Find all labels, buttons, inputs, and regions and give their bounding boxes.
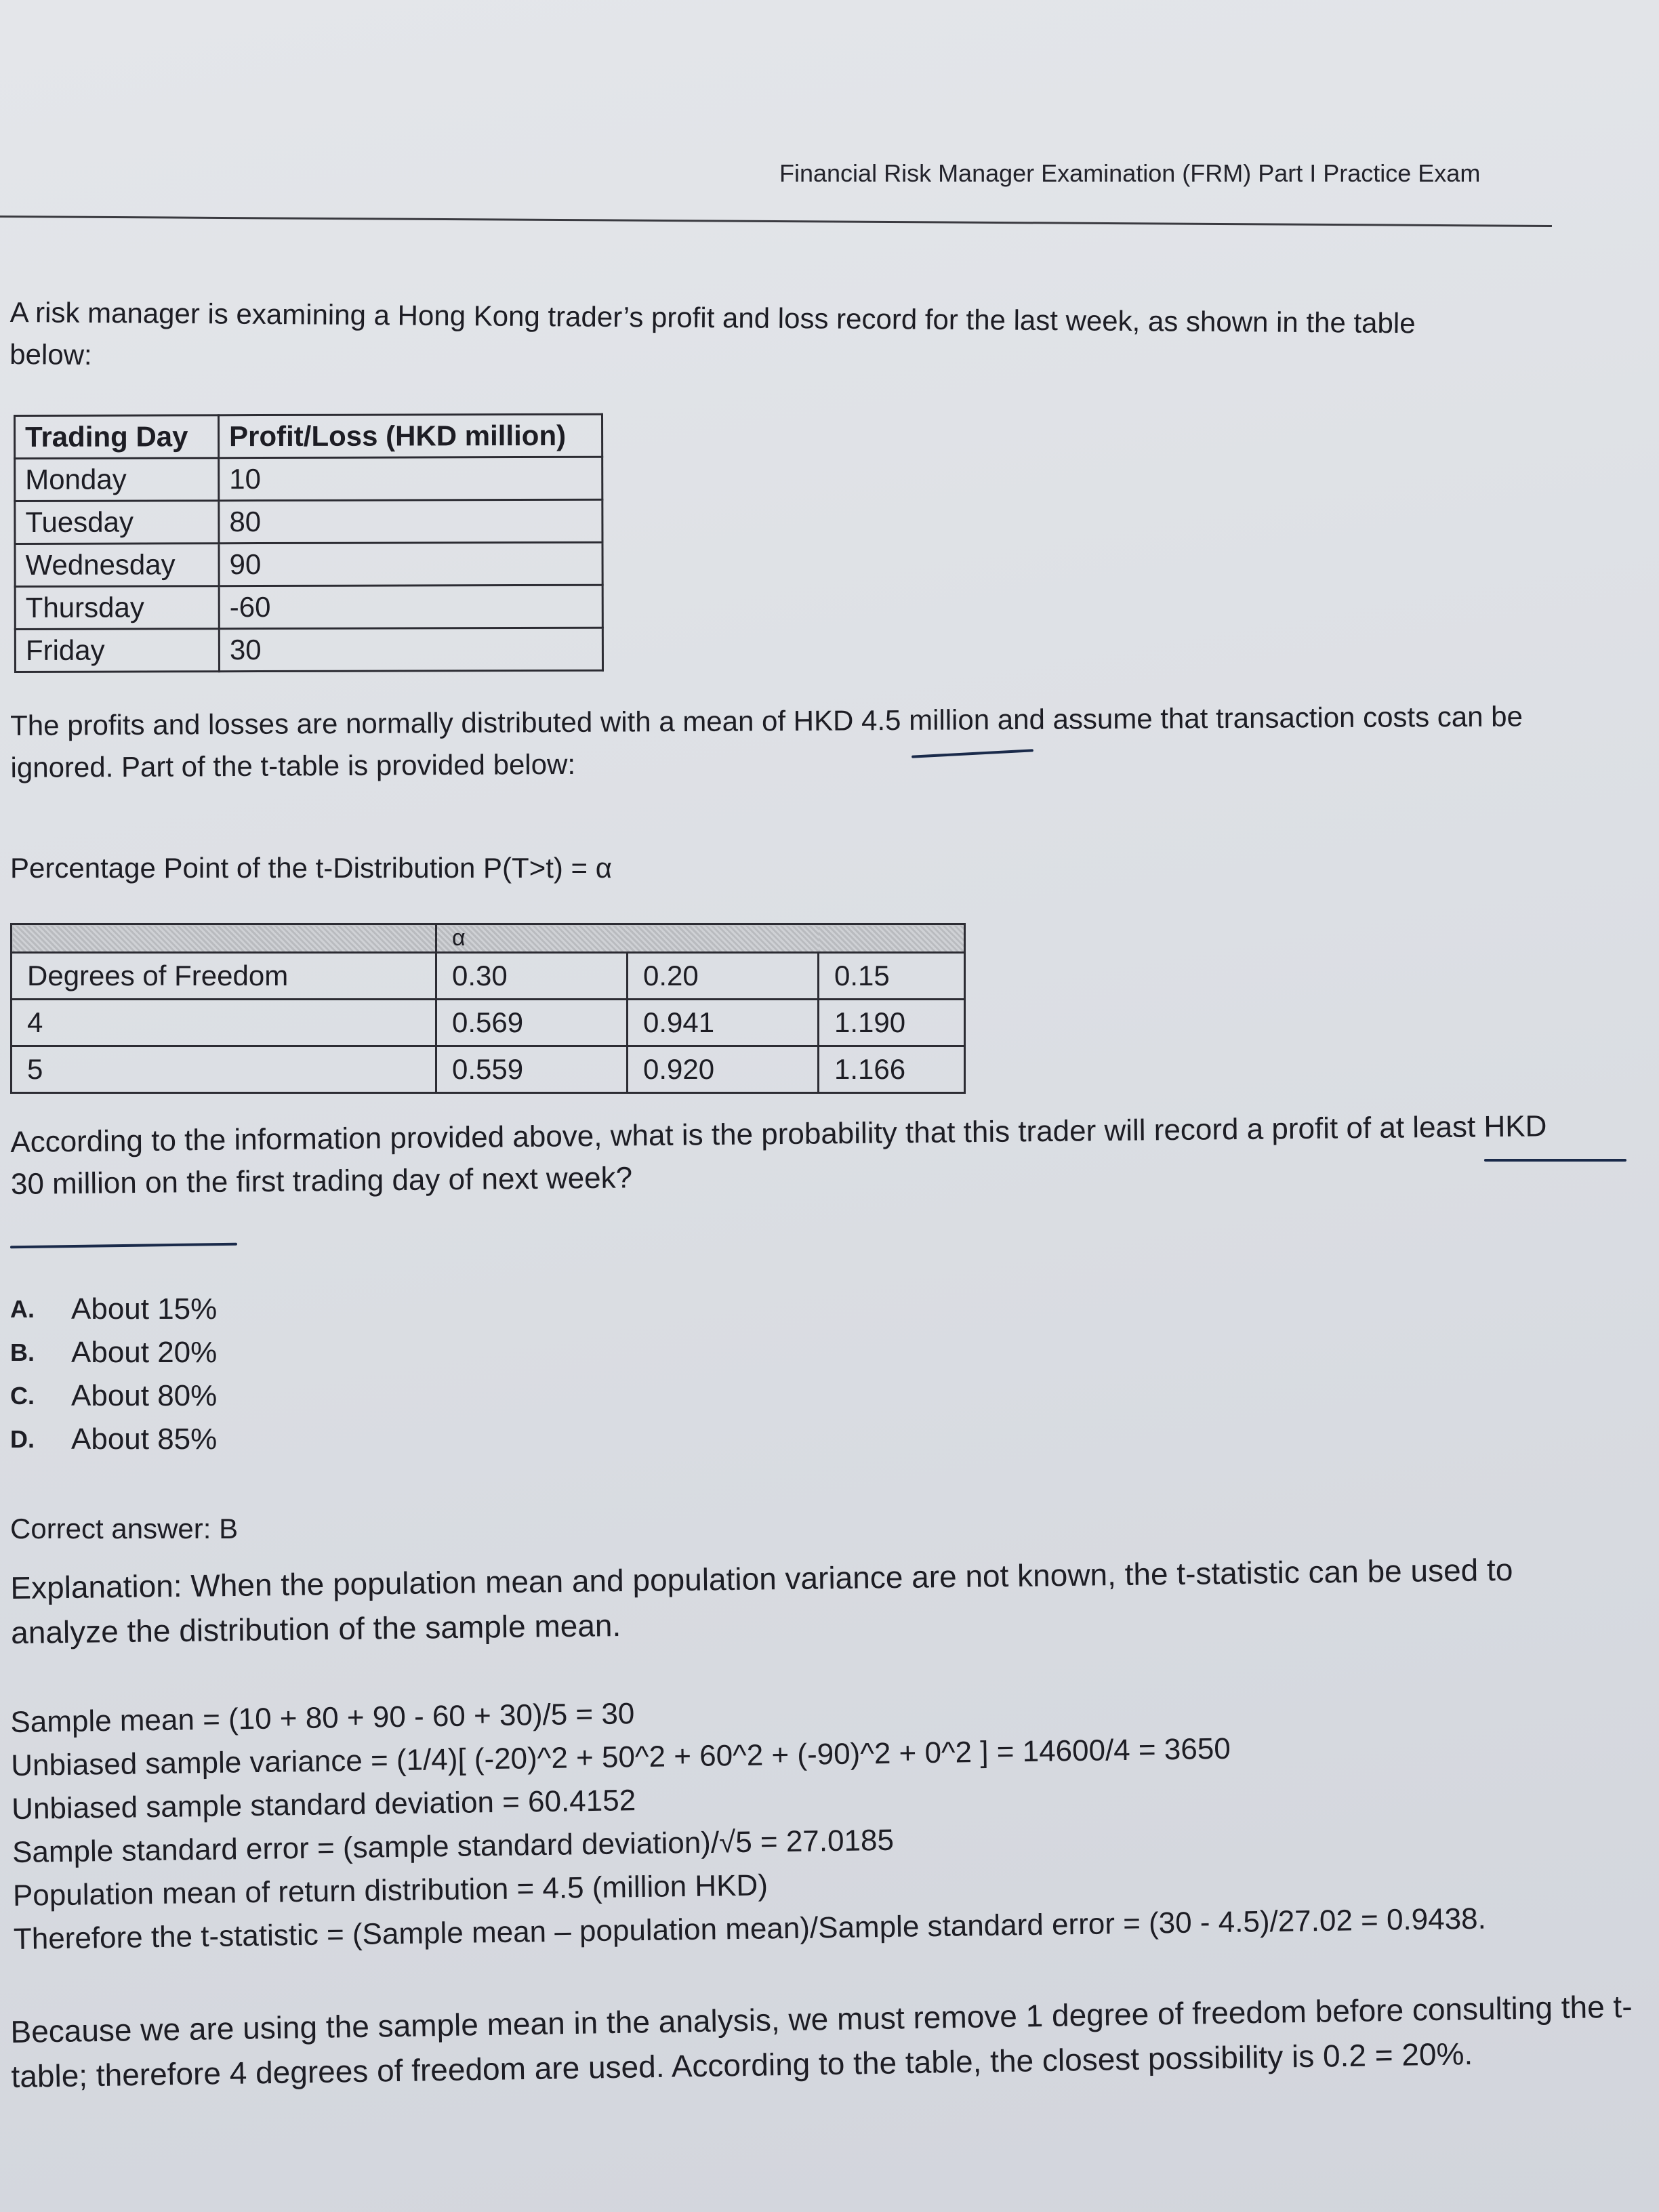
t-table-alpha-value: 0.15 <box>819 953 965 1000</box>
t-table-alpha-value: 0.30 <box>436 953 628 1000</box>
table-cell: 90 <box>219 542 602 586</box>
table-cell: Tuesday <box>15 501 219 544</box>
option-c <box>10 1374 217 1418</box>
option-letter: B. <box>10 1338 35 1366</box>
table-cell: 10 <box>219 457 602 500</box>
table-header-cell: Trading Day <box>15 415 219 459</box>
t-table-cell: 1.190 <box>819 1000 965 1046</box>
t-table-alpha-value: 0.20 <box>628 953 819 1000</box>
calc-line: Therefore the t-statistic = (Sample mean – population mean)/Sample standard error = (30 - 4.5)/27.02 = 0.9438. <box>13 1902 1487 1956</box>
correct-answer: Correct answer: B <box>10 1513 239 1544</box>
t-table-cell: 1.166 <box>819 1046 965 1093</box>
t-table-df: 4 <box>12 1000 436 1046</box>
table-header-row <box>15 414 602 458</box>
t-table-alpha-label: α <box>436 924 628 953</box>
table-row <box>15 542 602 586</box>
option-b <box>10 1331 217 1374</box>
table-cell: 80 <box>219 499 602 543</box>
handwritten-underline <box>1484 1159 1626 1162</box>
t-table-alpha-row <box>12 924 965 953</box>
answer-options <box>10 1288 217 1461</box>
calc-line: Unbiased sample variance = (1/4)[ (-20)^2 + 50^2 + 60^2 + (-90)^2 + 0^2 ] = 14600/4 = 3650 <box>10 1732 1231 1782</box>
table-row <box>15 628 602 672</box>
t-table-title: Percentage Point of the t-Distribution P(T>t) = α <box>10 852 613 884</box>
handwritten-underline <box>10 1243 237 1249</box>
t-table-cell: 0.559 <box>436 1046 628 1093</box>
t-table-cell <box>12 924 436 953</box>
distribution-text: The profits and losses are normally distributed with a mean of HKD 4.5 million and assume that transaction costs can be ignored. Part of the t-table is provided below: <box>10 700 1523 783</box>
option-letter: D. <box>10 1425 35 1453</box>
t-table-row <box>12 1000 965 1046</box>
t-table-header-row <box>12 953 965 1000</box>
table-cell: Monday <box>15 458 219 501</box>
table-cell: Wednesday <box>15 544 219 587</box>
table-row <box>15 585 602 629</box>
question-text: According to the information provided above, what is the probability that this trader will record a profit of at least HKD 30 million on the first trading day of next week? <box>10 1109 1547 1201</box>
t-table-cell: 0.920 <box>628 1046 819 1093</box>
page-header: Financial Risk Manager Examination (FRM) Part I Practice Exam <box>779 159 1481 187</box>
table-cell: -60 <box>219 585 602 628</box>
table-cell: 30 <box>219 628 602 671</box>
calculation-block <box>10 1681 1486 1961</box>
calc-line: Unbiased sample standard deviation = 60.4152 <box>11 1784 636 1826</box>
t-table-cell <box>819 924 965 953</box>
table-row <box>15 457 602 501</box>
t-table-df-label: Degrees of Freedom <box>12 953 436 1000</box>
t-table-cell: 0.569 <box>436 1000 628 1046</box>
t-table-row <box>12 1046 965 1093</box>
option-letter: C. <box>10 1382 35 1410</box>
table-cell: Thursday <box>15 586 219 630</box>
conclusion-text: Because we are using the sample mean in the analysis, we must remove 1 degree of freedom before consulting the t-table; therefore 4 degrees of freedom are used. According to the table, the closest possibility is 0.2 = 20%. <box>10 1988 1633 2094</box>
t-table-df: 5 <box>12 1046 436 1093</box>
profit-loss-table <box>14 413 604 673</box>
t-table-cell: 0.941 <box>628 1000 819 1046</box>
table-header-cell: Profit/Loss (HKD million) <box>219 414 602 457</box>
option-d <box>10 1418 217 1461</box>
option-letter: A. <box>10 1295 35 1323</box>
intro-text: A risk manager is examining a Hong Kong trader’s profit and loss record for the last week, as shown in the table below: <box>9 295 1416 371</box>
option-text: About 15% <box>71 1292 218 1326</box>
option-text: About 20% <box>71 1336 218 1369</box>
header-rule <box>0 216 1552 227</box>
calc-line: Sample mean = (10 + 80 + 90 - 60 + 30)/5 = 30 <box>10 1697 635 1739</box>
t-table-cell <box>628 924 819 953</box>
explanation-text: Explanation: When the population mean and population variance are not known, the t-statistic can be used to analyze the distribution of the sample mean. <box>10 1551 1513 1650</box>
option-text: About 80% <box>71 1379 218 1412</box>
option-a <box>10 1288 217 1331</box>
table-cell: Friday <box>15 629 219 672</box>
t-table <box>10 923 966 1094</box>
table-row <box>15 499 602 544</box>
calc-line: Sample standard error = (sample standard deviation)/√5 = 27.0185 <box>12 1823 895 1869</box>
option-text: About 85% <box>71 1422 218 1456</box>
calc-line: Population mean of return distribution = 4.5 (million HKD) <box>12 1868 769 1912</box>
